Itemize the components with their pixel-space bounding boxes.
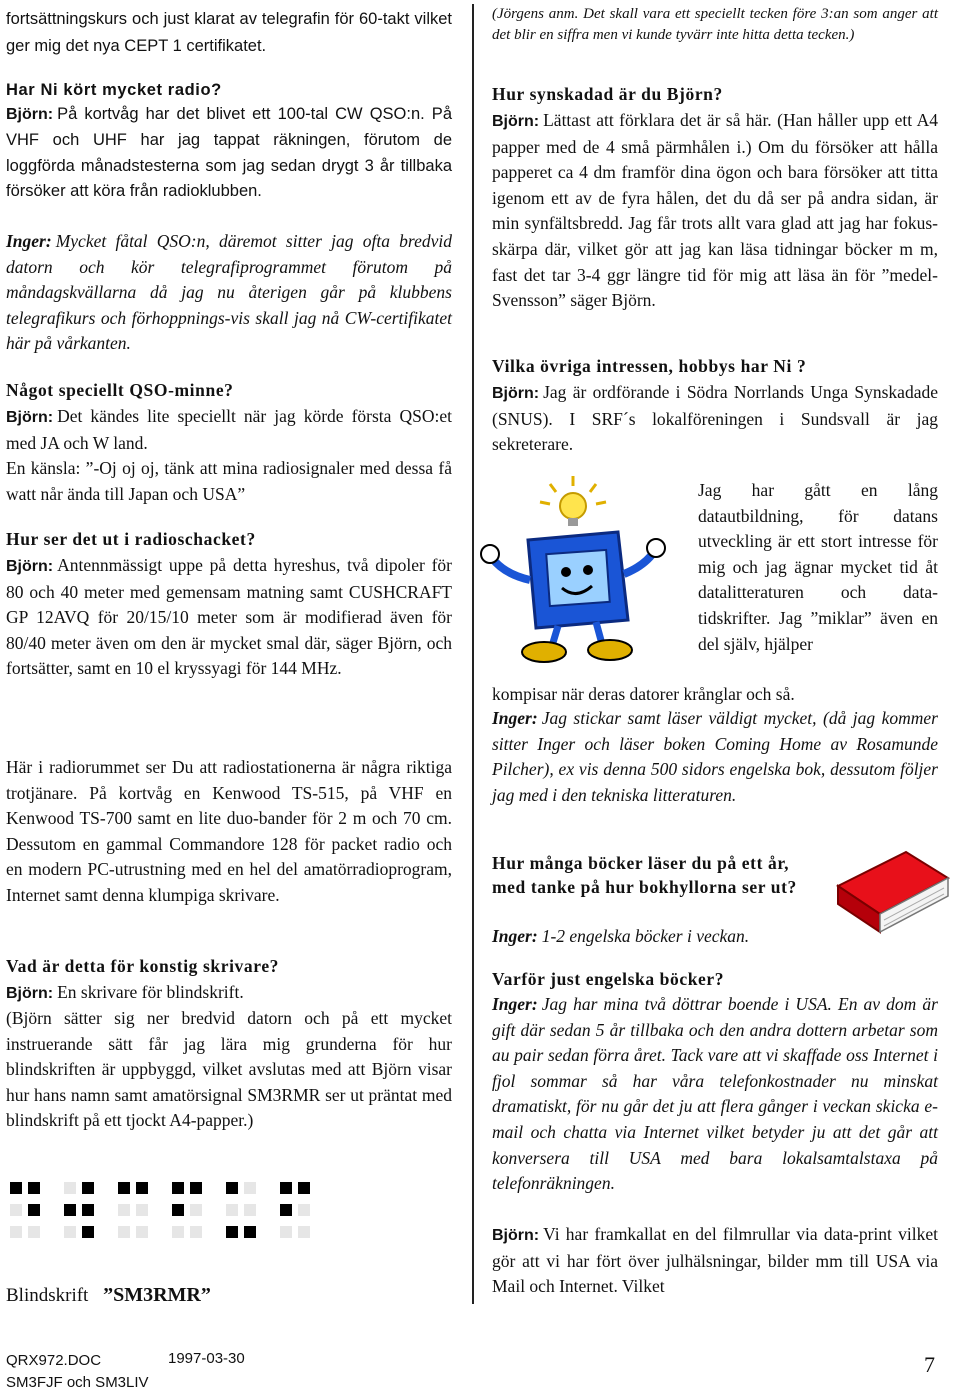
braille-dot bbox=[244, 1226, 256, 1238]
footer-authors: SM3FJF och SM3LIV bbox=[6, 1374, 149, 1391]
braille-caption: Blindskrift ”SM3RMR” bbox=[6, 1284, 211, 1306]
speaker-label: Björn: bbox=[6, 558, 54, 575]
braille-dot bbox=[190, 1226, 202, 1238]
braille-dot bbox=[280, 1226, 292, 1238]
braille-dot bbox=[82, 1204, 94, 1216]
braille-dot bbox=[136, 1182, 148, 1194]
braille-cell bbox=[280, 1182, 308, 1244]
braille-dot bbox=[298, 1226, 310, 1238]
braille-sample bbox=[10, 1182, 330, 1252]
footer-left bbox=[6, 1350, 149, 1394]
answer-qso-feeling: En känsla: ”-Oj oj oj, tänk att mina radiosignaler med dessa få watt når ända till Japan och USA” bbox=[6, 458, 452, 504]
braille-dot bbox=[64, 1204, 76, 1216]
braille-dot bbox=[226, 1226, 238, 1238]
speaker-label: Björn: bbox=[6, 106, 54, 123]
radioroom-paragraph: Här i radiorummet ser Du att radiostationerna är några riktiga trotjänare. På kortvåg en Kenwood TS-515, på VHF en Kenwood TS-700 samt en lite duo-bander för 2 m och 70 cm. Dessutom en gammal Commandore 128 för packet radio och en modern PC-utrustning med en hel del amatörradioprogram, Internet samt denna klumpiga skrivare. bbox=[6, 757, 452, 905]
speaker-label: Inger: bbox=[492, 926, 538, 946]
column-divider bbox=[472, 4, 474, 1304]
speaker-label: Björn: bbox=[6, 985, 54, 1002]
braille-dot bbox=[172, 1226, 184, 1238]
braille-cell bbox=[118, 1182, 146, 1244]
braille-cell bbox=[64, 1182, 92, 1244]
footer-filename: QRX972.DOC bbox=[6, 1352, 102, 1369]
speaker-label: Björn: bbox=[492, 1227, 540, 1244]
braille-dot bbox=[172, 1182, 184, 1194]
question-radio: Har Ni kört mycket radio? bbox=[6, 81, 222, 99]
braille-dot bbox=[28, 1204, 40, 1216]
answer-english-bjorn: Björn: Vi har framkallat en del filmrullar via data-print vilket gör att vi har fört över julhälsningar, bilder mm till USA via Mail och Internet. Vilket bbox=[492, 1224, 938, 1297]
braille-dot bbox=[280, 1204, 292, 1216]
braille-dot bbox=[136, 1204, 148, 1216]
page-number: 7 bbox=[924, 1352, 935, 1377]
answer-interests-bjorn: Björn: Jag är ordförande i Södra Norrlands Unga Synskadade (SNUS). I SRF´s lokalföreningen i Sundsvall är jag sekreterare. bbox=[492, 382, 938, 455]
braille-dot bbox=[136, 1226, 148, 1238]
braille-dot bbox=[118, 1182, 130, 1194]
braille-dot bbox=[10, 1226, 22, 1238]
answer-printer-bjorn: Björn: En skrivare för blindskrift. bbox=[6, 982, 244, 1002]
interests-wrapped-text: Jag har gått en lång datautbildning, för datans utveckling är ett stort intresse för mig och jag ägnar mycket tid åt datalitteraturen och data-tidskrifter. Jag ”miklar” även en del själv, hjälper bbox=[698, 480, 938, 654]
speaker-label: Inger: bbox=[492, 994, 538, 1014]
braille-dot bbox=[82, 1226, 94, 1238]
speaker-label: Björn: bbox=[492, 385, 540, 402]
speaker-label: Inger: bbox=[6, 231, 52, 251]
editor-note: (Jörgens anm. Det skall vara ett speciellt tecken före 3:an som anger att det blir en siffra men vi kunde tyvärr inte hitta detta tecken.) bbox=[492, 6, 938, 43]
braille-cell bbox=[172, 1182, 200, 1244]
braille-dot bbox=[64, 1226, 76, 1238]
braille-dot bbox=[244, 1204, 256, 1216]
braille-dot bbox=[172, 1204, 184, 1216]
speaker-label: Björn: bbox=[492, 113, 540, 130]
intro-paragraph: fortsättningskurs och just klarat av telegrafin för 60-takt vilket ger mig det nya CEPT 1 certifikatet. bbox=[6, 10, 452, 55]
shoe-left bbox=[522, 642, 566, 662]
book-illustration bbox=[832, 846, 952, 936]
braille-cell bbox=[10, 1182, 38, 1244]
braille-dot bbox=[10, 1204, 22, 1216]
answer-vision-bjorn: Björn: Lättast att förklara det är så här. (Han håller upp ett A4 papper med de 4 små pärmhålen i.) Om du försöker att hålla papperet ca 4 dm framför dina ögon och bara försöker att titta igenom ett av de fyra hålen, det du då ser på andra sidan, är min synfältsbredd. Jag får trots allt vara glad att jag har fokus-skärpa där, vilket gör att jag kan läsa tidningar böcker m m, fast det tar 3-4 ggr längre tid för mig att läsa än för ”medel-Svensson” säger Björn. bbox=[492, 110, 938, 311]
braille-dot bbox=[118, 1204, 130, 1216]
braille-dot bbox=[10, 1182, 22, 1194]
braille-dot bbox=[190, 1204, 202, 1216]
interests-tail: kompisar när deras datorer krånglar och så. bbox=[492, 684, 795, 704]
question-interests: Vilka övriga intressen, hobbys har Ni ? bbox=[492, 356, 807, 376]
braille-dot bbox=[298, 1182, 310, 1194]
computer-mascot-illustration bbox=[478, 470, 668, 670]
answer-radioshack-bjorn: Björn: Antennmässigt uppe på detta hyreshus, två dipoler för 80 och 40 meter med gemensam matning samt CUSHCRAFT GP 12AVQ för 20/15/10 meter som är modifierad även för 80/40 meter även om den är mycket smal där, säger Björn, och fortsätter, samt en 10 el kryssyagi för 144 MHz. bbox=[6, 555, 452, 679]
screen-face bbox=[546, 550, 609, 606]
answer-english-inger: Inger: Jag har mina två döttrar boende i USA. En av dom är gift där sedan 5 år tillbaka och den andra dottern arbetar som au pair sedan förra året. Tack vare att vi skaffade oss Internet i fjol sommar så har våra telefonkostnader nu minskat dramatiskt, för nu går det ju att flera gånger i veckan skicka e-mail och chatta via Internet vilket betyder ju att det går att konversera till USA med bara lokalsamtalstaxa på telefonräkningen. bbox=[492, 994, 938, 1194]
lightbulb-icon bbox=[560, 493, 586, 519]
braille-dot bbox=[244, 1182, 256, 1194]
question-radioshack: Hur ser det ut i radioschacket? bbox=[6, 529, 256, 549]
question-books: Hur många böcker läser du på ett år, med tanke på hur bokhyllorna ser ut? bbox=[492, 853, 797, 897]
braille-dot bbox=[190, 1182, 202, 1194]
question-printer: Vad är detta för konstig skrivare? bbox=[6, 956, 280, 976]
braille-dot bbox=[82, 1182, 94, 1194]
footer-date: 1997-03-30 bbox=[168, 1350, 245, 1367]
answer-radio-inger: Inger: Mycket fåtal QSO:n, däremot sitter jag ofta bredvid datorn och kör telegrafiprogrammet förutom på måndagskvällarna då jag nu återigen går på klubbens telegrafikurs och förhoppnings-vis skall jag nå CW-certifikatet här på vårkanten. bbox=[6, 231, 452, 354]
braille-dot bbox=[64, 1182, 76, 1194]
braille-dot bbox=[28, 1182, 40, 1194]
braille-dot bbox=[118, 1226, 130, 1238]
question-qso-memory: Något speciellt QSO-minne? bbox=[6, 380, 234, 400]
answer-qso-bjorn: Björn: Det kändes lite speciellt när jag körde första QSO:et med JA och W land. bbox=[6, 406, 452, 453]
braille-dot bbox=[226, 1204, 238, 1216]
braille-explanation: (Björn sätter sig ner bredvid datorn och på ett mycket instruerande sätt får jag lära mig grunderna för hur blindskriften är uppbyggd, vilket avslutas med att Björn visar hur hans namn samt amatörsignal SM3RMR ser ut präntat med blindskrift på ett tjockt A4-papper.) bbox=[6, 1008, 452, 1131]
braille-dot bbox=[28, 1226, 40, 1238]
braille-dot bbox=[280, 1182, 292, 1194]
speaker-label: Inger: bbox=[492, 708, 538, 728]
question-vision: Hur synskadad är du Björn? bbox=[492, 84, 723, 104]
speaker-label: Björn: bbox=[6, 409, 54, 426]
answer-interests-inger: Inger: Jag stickar samt läser väldigt mycket, (då jag kommer sitter Inger och läser boken Coming Home av Rosamunde Pilcher), ex vis denna 500 sidors engelska bok, dessutom följer jag med i den tekniska litteraturen. bbox=[492, 708, 938, 805]
shoe-right bbox=[588, 640, 632, 660]
braille-dot bbox=[226, 1182, 238, 1194]
answer-books-inger: Inger: 1-2 engelska böcker i veckan. bbox=[492, 926, 750, 946]
braille-cell bbox=[226, 1182, 254, 1244]
braille-callsign: ”SM3RMR” bbox=[103, 1284, 211, 1306]
answer-radio-bjorn: Björn: På kortvåg har det blivet ett 100-tal CW QSO:n. På VHF och UHF har jag tappat räkningen, förutom de loggförda månadstesterna som jag sedan drygt 3 år tillbaka försöker att köra från radioklubben. bbox=[6, 105, 452, 201]
braille-dot bbox=[298, 1204, 310, 1216]
question-english-books: Varför just engelska böcker? bbox=[492, 969, 725, 989]
